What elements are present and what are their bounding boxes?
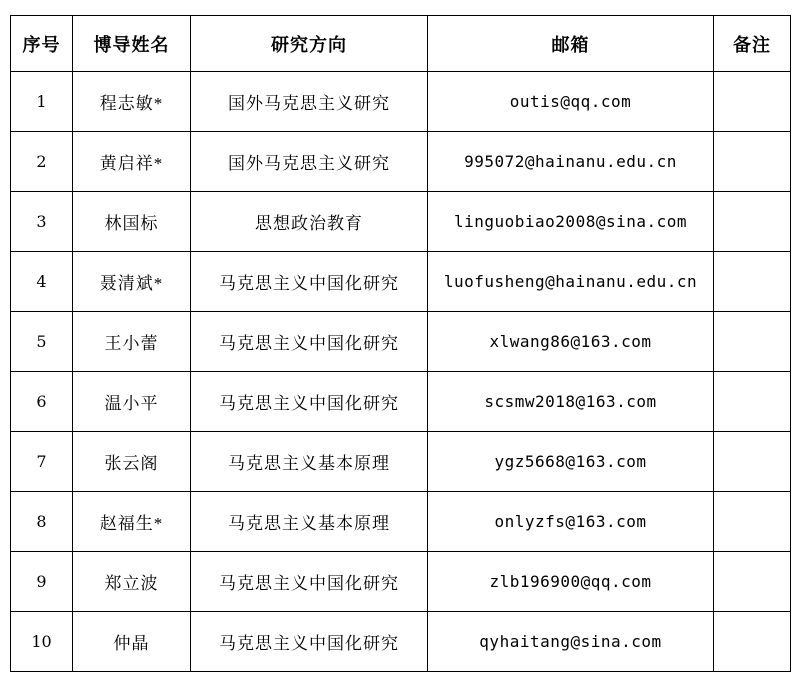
cell-no: 2 [11, 132, 73, 192]
cell-email: xlwang86@163.com [428, 312, 714, 372]
cell-name: 温小平 [73, 372, 191, 432]
cell-no: 3 [11, 192, 73, 252]
cell-direction: 马克思主义中国化研究 [191, 372, 428, 432]
table-row [11, 252, 791, 312]
cell-email: scsmw2018@163.com [428, 372, 714, 432]
supervisor-table [10, 15, 791, 672]
cell-direction: 国外马克思主义研究 [191, 132, 428, 192]
cell-direction: 国外马克思主义研究 [191, 72, 428, 132]
cell-remark [714, 492, 791, 552]
cell-remark [714, 192, 791, 252]
cell-remark [714, 72, 791, 132]
table-row [11, 132, 791, 192]
table-row [11, 312, 791, 372]
cell-direction: 思想政治教育 [191, 192, 428, 252]
table-row [11, 72, 791, 132]
cell-remark [714, 552, 791, 612]
table-row [11, 612, 791, 672]
cell-no: 9 [11, 552, 73, 612]
cell-email: onlyzfs@163.com [428, 492, 714, 552]
cell-name: 林国标 [73, 192, 191, 252]
cell-name: 张云阁 [73, 432, 191, 492]
cell-name: 黄启祥* [73, 132, 191, 192]
cell-no: 4 [11, 252, 73, 312]
cell-name: 程志敏* [73, 72, 191, 132]
cell-name: 赵福生* [73, 492, 191, 552]
cell-direction: 马克思主义中国化研究 [191, 252, 428, 312]
cell-email: outis@qq.com [428, 72, 714, 132]
cell-remark [714, 132, 791, 192]
cell-name: 郑立波 [73, 552, 191, 612]
table-body [11, 72, 791, 672]
cell-email: qyhaitang@sina.com [428, 612, 714, 672]
header-name: 博导姓名 [73, 16, 191, 72]
header-no: 序号 [11, 16, 73, 72]
cell-email: linguobiao2008@sina.com [428, 192, 714, 252]
cell-name: 仲晶 [73, 612, 191, 672]
cell-direction: 马克思主义基本原理 [191, 432, 428, 492]
cell-email: ygz5668@163.com [428, 432, 714, 492]
table-header-row [11, 16, 791, 72]
cell-email: zlb196900@qq.com [428, 552, 714, 612]
cell-direction: 马克思主义中国化研究 [191, 552, 428, 612]
cell-name: 聂清斌* [73, 252, 191, 312]
cell-remark [714, 372, 791, 432]
cell-remark [714, 252, 791, 312]
cell-direction: 马克思主义基本原理 [191, 492, 428, 552]
table-row [11, 552, 791, 612]
table-row [11, 372, 791, 432]
cell-email: 995072@hainanu.edu.cn [428, 132, 714, 192]
cell-direction: 马克思主义中国化研究 [191, 312, 428, 372]
cell-no: 7 [11, 432, 73, 492]
cell-no: 8 [11, 492, 73, 552]
cell-remark [714, 312, 791, 372]
header-email: 邮箱 [428, 16, 714, 72]
header-direction: 研究方向 [191, 16, 428, 72]
table-row [11, 492, 791, 552]
cell-remark [714, 432, 791, 492]
cell-no: 6 [11, 372, 73, 432]
cell-name: 王小蕾 [73, 312, 191, 372]
cell-no: 10 [11, 612, 73, 672]
cell-email: luofusheng@hainanu.edu.cn [428, 252, 714, 312]
cell-remark [714, 612, 791, 672]
table-row [11, 192, 791, 252]
table-row [11, 432, 791, 492]
header-remark: 备注 [714, 16, 791, 72]
cell-no: 1 [11, 72, 73, 132]
cell-direction: 马克思主义中国化研究 [191, 612, 428, 672]
cell-no: 5 [11, 312, 73, 372]
